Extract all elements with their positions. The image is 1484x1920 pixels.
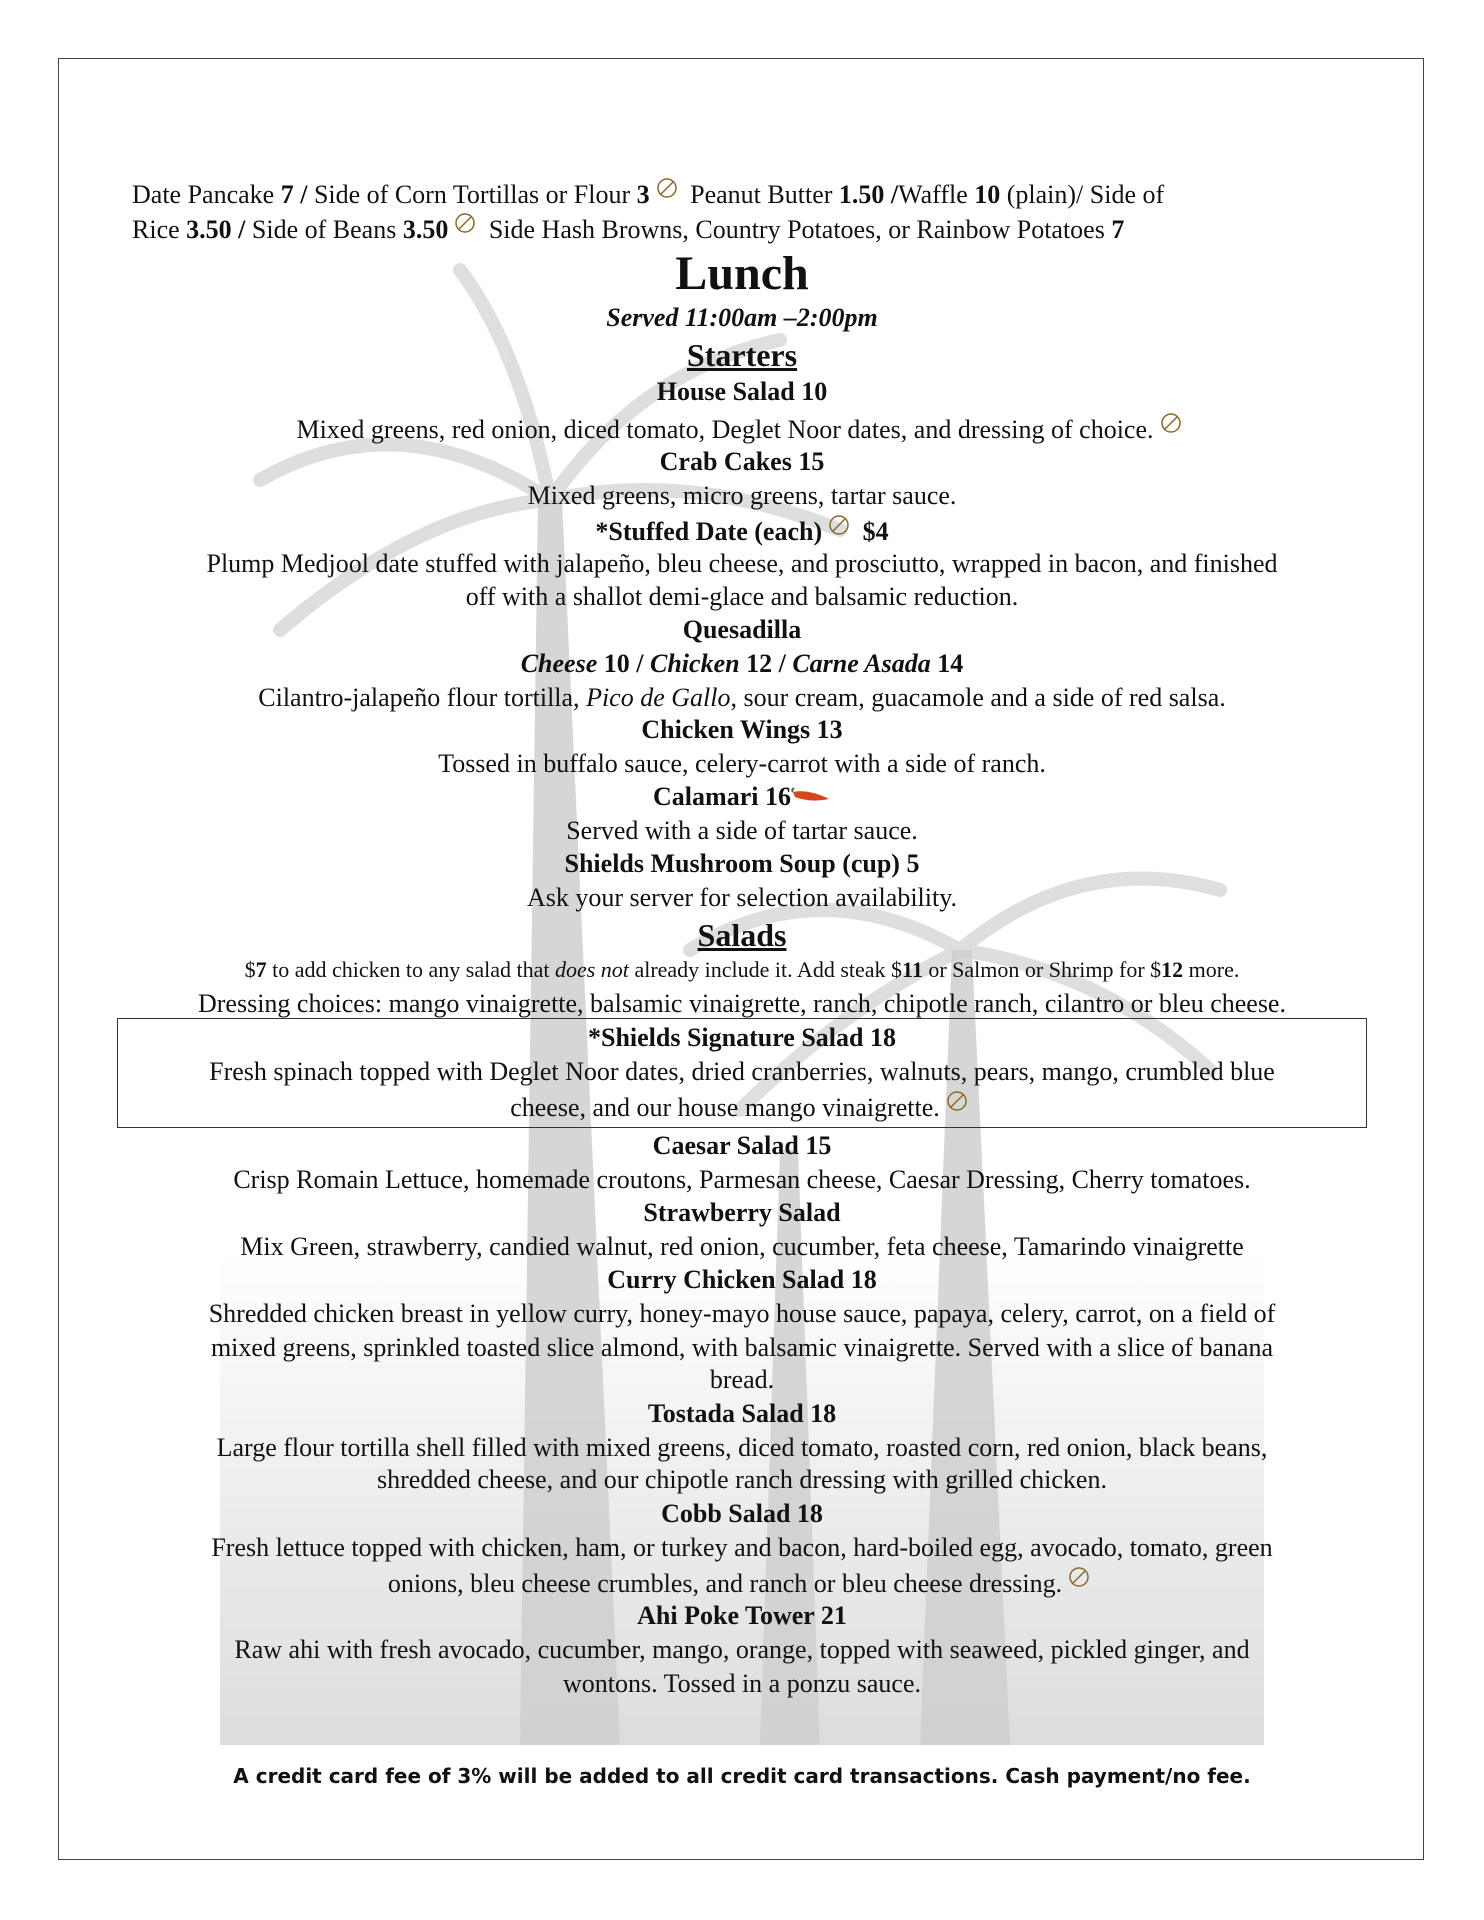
strawberry-salad-desc: Mix Green, strawberry, candied walnut, red onion, cucumber, feta cheese, Tamarindo vinaigrette [240,1232,1244,1261]
caesar-salad-desc: Crisp Romain Lettuce, homemade croutons, Parmesan cheese, Caesar Dressing, Cherry tomatoes. [233,1165,1251,1194]
gluten-free-icon [656,177,678,199]
crab-cakes-name: Crab Cakes 15 [659,447,825,476]
ahi-poke-tower-name: Ahi Poke Tower 21 [637,1601,847,1630]
chicken-wings-name: Chicken Wings 13 [641,715,843,744]
credit-card-fee-notice: A credit card fee of 3% will be added to all credit card transactions. Cash payment/no fee. [233,1764,1251,1788]
gluten-free-icon [828,514,850,536]
calamari-name: Calamari 16 [0,781,1484,813]
gluten-free-icon [1160,412,1182,434]
sides-line-1: Date Pancake 7 / Side of Corn Tortillas or Flour 3 Peanut Butter 1.50 /Waffle 10 (plain)/ Side of [132,177,1392,211]
salads-heading: Salads [697,917,787,953]
tostada-salad-name: Tostada Salad 18 [647,1399,837,1428]
sides-line-2: Rice 3.50 / Side of Beans 3.50 Side Hash Browns, Country Potatoes, or Rainbow Potatoes 7 [132,212,1392,246]
gluten-free-icon [946,1090,968,1112]
mushroom-soup-name: Shields Mushroom Soup (cup) 5 [564,849,920,878]
tostada-salad-desc-2: shredded cheese, and our chipotle ranch dressing with grilled chicken. [377,1465,1107,1494]
house-salad-name: House Salad 10 [656,377,828,406]
mushroom-soup-desc: Ask your server for selection availability. [526,883,958,912]
house-salad-desc: Mixed greens, red onion, diced tomato, Deglet Noor dates, and dressing of choice. [0,412,1484,446]
stuffed-date-name: *Stuffed Date (each) $4 [0,514,1484,548]
signature-salad-desc-1: Fresh spinach topped with Deglet Noor dates, dried cranberries, walnuts, pears, mango, crumbled blue [209,1057,1275,1086]
chili-pepper-icon [791,787,831,805]
cobb-salad-desc-1: Fresh lettuce topped with chicken, ham, or turkey and bacon, hard-boiled egg, avocado, tomato, green [211,1533,1273,1562]
starters-heading: Starters [686,337,798,373]
gluten-free-icon [454,212,476,234]
cobb-salad-desc-2: onions, bleu cheese crumbles, and ranch or bleu cheese dressing. [0,1566,1484,1600]
dressing-choices: Dressing choices: mango vinaigrette, balsamic vinaigrette, ranch, chipotle ranch, cilantro or bleu cheese. [198,989,1286,1018]
lunch-title: Lunch [675,247,809,300]
crab-cakes-desc: Mixed greens, micro greens, tartar sauce. [527,481,957,510]
ahi-poke-tower-desc-1: Raw ahi with fresh avocado, cucumber, mango, orange, topped with seaweed, pickled ginger, and [234,1635,1250,1664]
quesadilla-options: Cheese 10 / Chicken 12 / Carne Asada 14 [520,649,964,678]
ahi-poke-tower-desc-2: wontons. Tossed in a ponzu sauce. [562,1669,922,1698]
curry-chicken-salad-desc-1: Shredded chicken breast in yellow curry, honey-mayo house sauce, papaya, celery, carrot, on a field of [208,1299,1276,1328]
chicken-wings-desc: Tossed in buffalo sauce, celery-carrot with a side of ranch. [438,749,1046,778]
quesadilla-desc: Cilantro-jalapeño flour tortilla, Pico de Gallo, sour cream, guacamole and a side of red salsa. [258,683,1226,712]
curry-chicken-salad-name: Curry Chicken Salad 18 [607,1265,877,1294]
stuffed-date-desc-1: Plump Medjool date stuffed with jalapeño, bleu cheese, and prosciutto, wrapped in bacon, and finished [206,549,1278,578]
lunch-hours: Served 11:00am –2:00pm [606,303,878,332]
signature-salad-desc-2: cheese, and our house mango vinaigrette. [0,1090,1484,1124]
calamari-desc: Served with a side of tartar sauce. [566,816,918,845]
quesadilla-name: Quesadilla [682,615,802,644]
cobb-salad-name: Cobb Salad 18 [661,1499,823,1528]
stuffed-date-desc-2: off with a shallot demi-glace and balsamic reduction. [465,582,1019,611]
curry-chicken-salad-desc-3: bread. [709,1365,775,1394]
gluten-free-icon [1068,1566,1090,1588]
tostada-salad-desc-1: Large flour tortilla shell filled with mixed greens, diced tomato, roasted corn, red onion, black beans, [216,1433,1268,1462]
caesar-salad-name: Caesar Salad 15 [652,1131,832,1160]
signature-salad-name: *Shields Signature Salad 18 [587,1023,896,1052]
salads-protein-note: $7 to add chicken to any salad that does not already include it. Add steak $11 or Salmon or Shrimp for $12 more. [244,957,1240,982]
curry-chicken-salad-desc-2: mixed greens, sprinkled toasted slice almond, with balsamic vinaigrette. Served with a slice of banana [210,1333,1274,1362]
strawberry-salad-name: Strawberry Salad [643,1198,841,1227]
